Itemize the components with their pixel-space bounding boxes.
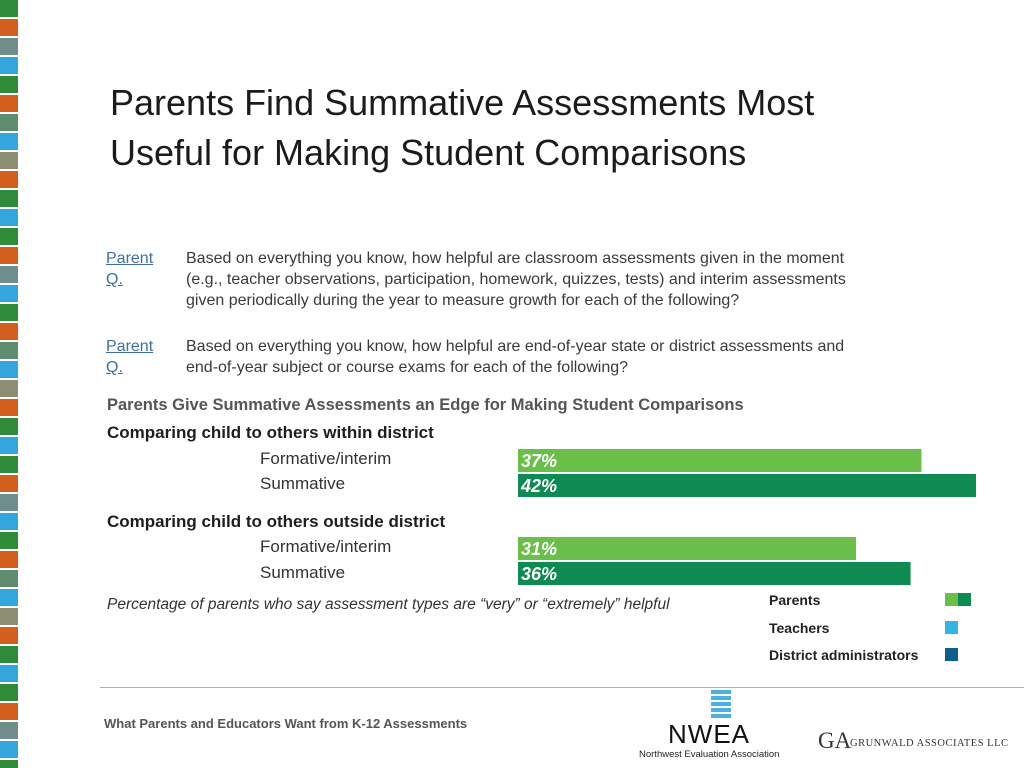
question-2-label: Parent Q.	[106, 338, 154, 376]
group-title-outside-district: Comparing child to others outside district	[107, 512, 446, 531]
bar-data-label: 36%	[521, 564, 558, 584]
question-1-line-2: (e.g., teacher observations, participation, homework, quizzes, tests) and interim assessments	[186, 271, 846, 288]
legend-swatch-parents-summative	[958, 593, 971, 606]
footer-text: What Parents and Educators Want from K-12 Assessments	[104, 716, 468, 731]
bar	[518, 474, 976, 497]
legend-swatch-teachers	[945, 621, 958, 634]
footer-divider	[100, 687, 1024, 688]
legend-label-district-administrators: District administrators	[769, 647, 919, 663]
legend-label-teachers: Teachers	[769, 620, 830, 636]
bar	[518, 449, 921, 472]
slide-title-line-2: Useful for Making Student Comparisons	[110, 132, 747, 173]
question-1-line-1: Based on everything you know, how helpful are classroom assessments given in the moment	[186, 250, 845, 267]
slide-title-line-1: Parents Find Summative Assessments Most	[110, 82, 815, 123]
category-label: Formative/interim	[260, 537, 392, 556]
bar	[518, 562, 911, 585]
grunwald-logo-mark: GA	[818, 728, 852, 753]
nwea-logo-text: NWEA	[668, 719, 750, 749]
legend-swatch-district-administrators	[945, 648, 958, 661]
bar-data-label: 31%	[521, 539, 558, 559]
legend-swatch-parents-formative	[945, 593, 958, 606]
group-title-within-district: Comparing child to others within district	[107, 423, 434, 442]
question-1-label: Parent Q.	[106, 250, 154, 288]
question-2-line-1: Based on everything you know, how helpful are end-of-year state or district assessments and	[186, 338, 845, 355]
grunwald-logo-text: GRUNWALD ASSOCIATES LLC	[850, 738, 1009, 749]
bar-data-label: 37%	[521, 451, 558, 471]
chart-note: Percentage of parents who say assessment types are “very” or “extremely” helpful	[107, 596, 670, 613]
category-label: Formative/interim	[260, 449, 392, 468]
bar	[518, 537, 856, 560]
nwea-subtitle: Northwest Evaluation Association	[639, 749, 780, 760]
bar-data-label: 42%	[521, 476, 558, 496]
chart-title: Parents Give Summative Assessments an Edge for Making Student Comparisons	[107, 396, 744, 414]
category-label: Summative	[260, 474, 346, 493]
category-label: Summative	[260, 563, 346, 582]
question-1-line-3: given periodically during the year to measure growth for each of the following?	[186, 292, 740, 309]
question-2-line-2: end-of-year subject or course exams for each of the following?	[186, 359, 629, 376]
legend-label-parents: Parents	[769, 592, 821, 608]
nwea-logo-icon	[711, 690, 731, 720]
